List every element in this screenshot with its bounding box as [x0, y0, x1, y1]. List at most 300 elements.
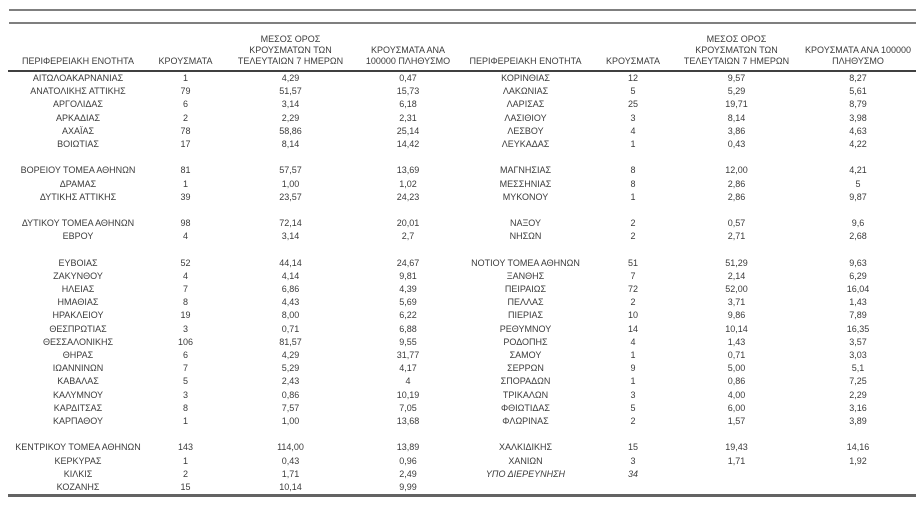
- region-cell: ΕΥΒΟΙΑΣ: [58, 257, 98, 268]
- region-cell: ΚΙΛΚΙΣ: [63, 468, 93, 479]
- table-row: [8, 323, 916, 336]
- per100k-cell: 5: [855, 178, 861, 189]
- cases-cell: 17: [180, 139, 191, 150]
- per100k-cell: 2,31: [399, 112, 417, 123]
- region-cell: ΑΙΤΩΛΟΑΚΑΡΝΑΝΙΑΣ: [32, 73, 124, 84]
- table-row: [8, 428, 916, 441]
- avg7-cell: 1,71: [281, 468, 300, 479]
- cases-cell: 79: [180, 86, 191, 97]
- avg7-cell: 4,14: [281, 270, 300, 281]
- column-header-per100k-right: ΚΡΟΥΣΜΑΤΑ ΑΝΑ 100000 ΠΛΗΘΥΣΜΟ: [800, 26, 916, 71]
- per100k-cell: 7,05: [399, 402, 417, 413]
- cases-cell: 25: [627, 99, 638, 110]
- region-cell: [458, 428, 593, 441]
- cases-cell: 7: [182, 363, 188, 374]
- per100k-cell: 16,35: [846, 323, 870, 334]
- region-cell: [8, 428, 148, 441]
- cases-cell: 1: [182, 455, 188, 466]
- cases-cell: 1: [182, 415, 188, 426]
- table-row: [8, 441, 916, 454]
- cases-cell: 106: [177, 336, 194, 347]
- per100k-cell: 4: [405, 376, 411, 387]
- avg7-cell: 6,00: [727, 402, 746, 413]
- avg7-cell: [673, 481, 800, 496]
- per100k-cell: 0,47: [399, 73, 417, 84]
- region-cell: [8, 243, 148, 256]
- region-cell: ΚΑΡΠΑΘΟΥ: [52, 415, 104, 426]
- avg7-cell: 4,29: [281, 350, 300, 361]
- avg7-cell: 2,29: [281, 112, 300, 123]
- region-cell: ΠΕΙΡΑΙΩΣ: [504, 284, 547, 295]
- cases-cell: 6: [182, 350, 188, 361]
- region-cell: ΗΛΕΙΑΣ: [61, 284, 95, 295]
- regional-cases-table: [8, 26, 916, 497]
- cases-cell: 34: [627, 468, 638, 479]
- cases-cell: [593, 481, 673, 496]
- per100k-cell: [358, 428, 458, 441]
- avg7-cell: [673, 468, 800, 481]
- per100k-cell: 16,04: [846, 284, 870, 295]
- cases-cell: 143: [177, 442, 194, 453]
- region-cell: [458, 204, 593, 217]
- cases-cell: 3: [182, 323, 188, 334]
- region-cell: ΑΡΚΑΔΙΑΣ: [55, 112, 101, 123]
- per100k-cell: [800, 204, 916, 217]
- region-cell: ΧΑΛΚΙΔΙΚΗΣ: [498, 442, 553, 453]
- cases-cell: 98: [180, 218, 191, 229]
- region-cell: ΔΥΤΙΚΗΣ ΑΤΤΙΚΗΣ: [39, 191, 117, 202]
- per100k-cell: 2,68: [849, 231, 867, 242]
- region-cell: ΚΕΡΚΥΡΑΣ: [54, 455, 102, 466]
- table-row: [8, 71, 916, 85]
- cases-cell: 78: [180, 125, 191, 136]
- avg7-cell: 2,14: [727, 270, 746, 281]
- per100k-cell: [800, 151, 916, 164]
- region-cell: ΚΑΛΥΜΝΟΥ: [52, 389, 104, 400]
- cases-cell: 52: [180, 257, 191, 268]
- per100k-cell: 15,73: [396, 86, 420, 97]
- per100k-cell: 8,79: [849, 99, 867, 110]
- cases-cell: 2: [182, 112, 188, 123]
- column-header-avg7-right: ΜΕΣΟΣ ΟΡΟΣ ΚΡΟΥΣΜΑΤΩΝ ΤΩΝ ΤΕΛΕΥΤΑΙΩΝ 7 ΗΜΕΡΩΝ: [673, 26, 800, 71]
- avg7-cell: 44,14: [279, 257, 302, 268]
- cases-cell: 2: [630, 415, 636, 426]
- per100k-cell: 9,6: [851, 218, 865, 229]
- column-header-cases-left: ΚΡΟΥΣΜΑΤΑ: [148, 26, 223, 71]
- region-cell: ΛΕΣΒΟΥ: [507, 125, 544, 136]
- table-row: [8, 257, 916, 270]
- table-row: [8, 125, 916, 138]
- cases-cell: 81: [180, 165, 191, 176]
- region-cell: ΑΡΓΟΛΙΔΑΣ: [53, 99, 103, 110]
- region-cell: ΗΡΑΚΛΕΙΟΥ: [52, 310, 104, 321]
- avg7-cell: [673, 151, 800, 164]
- avg7-cell: 3,14: [281, 99, 300, 110]
- region-cell: ΔΡΑΜΑΣ: [59, 178, 97, 189]
- cases-cell: [148, 204, 223, 217]
- table-row: [8, 178, 916, 191]
- cases-cell: [593, 428, 673, 441]
- cases-cell: 51: [627, 257, 638, 268]
- table-row: [8, 375, 916, 388]
- cases-cell: 1: [630, 191, 636, 202]
- cases-cell: 1: [182, 73, 188, 84]
- cases-cell: 4: [182, 231, 188, 242]
- avg7-cell: 4,29: [281, 73, 300, 84]
- avg7-cell: 3,71: [727, 297, 746, 308]
- avg7-cell: 0,86: [281, 389, 300, 400]
- table-row: [8, 349, 916, 362]
- avg7-cell: 0,43: [281, 455, 300, 466]
- region-cell: [458, 481, 593, 496]
- avg7-cell: 0,86: [727, 376, 746, 387]
- region-cell: ΑΝΑΤΟΛΙΚΗΣ ΑΤΤΙΚΗΣ: [30, 86, 126, 97]
- avg7-cell: 4,43: [281, 297, 300, 308]
- table-row: [8, 468, 916, 481]
- per100k-cell: 7,89: [849, 310, 867, 321]
- region-cell: ΑΧΑΪΑΣ: [61, 125, 95, 136]
- per100k-cell: 9,81: [399, 270, 417, 281]
- region-cell: ΦΘΙΩΤΙΔΑΣ: [501, 402, 550, 413]
- region-cell: ΚΟΖΑΝΗΣ: [8, 481, 148, 496]
- per100k-cell: 2,7: [401, 231, 415, 242]
- table-row: [8, 164, 916, 177]
- per100k-cell: 4,39: [399, 284, 417, 295]
- region-cell: ΘΕΣΣΑΛΟΝΙΚΗΣ: [42, 336, 114, 347]
- table-row: [8, 362, 916, 375]
- avg7-cell: 1,00: [281, 178, 300, 189]
- avg7-cell: [223, 151, 358, 164]
- per100k-cell: 9,87: [849, 191, 867, 202]
- region-cell: ΛΑΡΙΣΑΣ: [506, 99, 545, 110]
- region-cell: [458, 151, 593, 164]
- per100k-cell: 14,16: [846, 442, 870, 453]
- table-row: [8, 98, 916, 111]
- per100k-cell: 13,68: [396, 415, 420, 426]
- cases-cell: 15: [627, 442, 638, 453]
- region-cell: ΛΕΥΚΑΔΑΣ: [501, 139, 550, 150]
- per100k-cell: [358, 243, 458, 256]
- cases-cell: 2: [630, 218, 636, 229]
- column-header-cases-right: ΚΡΟΥΣΜΑΤΑ: [593, 26, 673, 71]
- cases-cell: 5: [630, 86, 636, 97]
- region-cell: ΧΑΝΙΩΝ: [508, 455, 543, 466]
- region-cell: ΣΑΜΟΥ: [509, 350, 542, 361]
- region-cell: ΞΑΝΘΗΣ: [506, 270, 545, 281]
- cases-cell: 19: [180, 310, 191, 321]
- avg7-cell: 81,57: [279, 336, 302, 347]
- table-row: [8, 309, 916, 322]
- avg7-cell: 1,43: [727, 336, 746, 347]
- avg7-cell: 1,00: [281, 415, 300, 426]
- avg7-cell: 8,00: [281, 310, 300, 321]
- per100k-cell: 7,25: [849, 376, 867, 387]
- per100k-cell: 6,29: [849, 270, 867, 281]
- avg7-cell: 23,57: [279, 191, 302, 202]
- region-cell: ΕΒΡΟΥ: [62, 231, 94, 242]
- column-header-avg7-left: ΜΕΣΟΣ ΟΡΟΣ ΚΡΟΥΣΜΑΤΩΝ ΤΩΝ ΤΕΛΕΥΤΑΙΩΝ 7 ΗΜΕΡΩΝ: [223, 26, 358, 71]
- avg7-cell: [223, 428, 358, 441]
- avg7-cell: 0,71: [281, 323, 300, 334]
- region-cell: ΜΥΚΟΝΟΥ: [502, 191, 549, 202]
- per100k-cell: 9,63: [849, 257, 867, 268]
- table-row: [8, 415, 916, 428]
- region-cell: ΘΗΡΑΣ: [62, 350, 94, 361]
- region-cell: [8, 151, 148, 164]
- table-row: [8, 191, 916, 204]
- table-row: [8, 336, 916, 349]
- avg7-cell: [673, 204, 800, 217]
- region-cell: ΛΑΣΙΘΙΟΥ: [504, 112, 547, 123]
- cases-cell: 2: [182, 468, 188, 479]
- per100k-cell: 8,27: [849, 73, 867, 84]
- cases-cell: 9: [630, 363, 636, 374]
- region-cell: ΥΠΟ ΔΙΕΡΕΥΝΗΣΗ: [485, 468, 566, 479]
- region-cell: ΚΟΡΙΝΘΙΑΣ: [501, 73, 550, 84]
- table-row: [8, 454, 916, 467]
- region-cell: [458, 243, 593, 256]
- cases-cell: 3: [182, 389, 188, 400]
- avg7-cell: 10,14: [223, 481, 358, 496]
- region-cell: ΛΑΚΩΝΙΑΣ: [502, 86, 549, 97]
- region-cell: ΝΗΣΩΝ: [509, 231, 542, 242]
- table-row: [8, 243, 916, 256]
- cases-cell: 3: [630, 389, 636, 400]
- column-header-per100k-left: ΚΡΟΥΣΜΑΤΑ ΑΝΑ 100000 ΠΛΗΘΥΣΜΟ: [358, 26, 458, 71]
- avg7-cell: [673, 243, 800, 256]
- per100k-cell: 3,98: [849, 112, 867, 123]
- table-row: [8, 389, 916, 402]
- per100k-cell: [358, 204, 458, 217]
- cases-cell: [148, 428, 223, 441]
- cases-cell: 10: [627, 310, 638, 321]
- cases-cell: 2: [630, 231, 636, 242]
- cases-cell: [148, 243, 223, 256]
- avg7-cell: 10,14: [725, 323, 748, 334]
- region-cell: ΦΛΩΡΙΝΑΣ: [502, 415, 549, 426]
- region-cell: ΤΡΙΚΑΛΩΝ: [502, 389, 549, 400]
- per100k-cell: 3,03: [849, 350, 867, 361]
- cases-cell: 12: [627, 73, 638, 84]
- region-cell: ΡΕΘΥΜΝΟΥ: [499, 323, 552, 334]
- column-header-region-right: ΠΕΡΙΦΕΡΕΙΑΚΗ ΕΝΟΤΗΤΑ: [458, 26, 593, 71]
- cases-cell: 6: [182, 99, 188, 110]
- region-cell: ΡΟΔΟΠΗΣ: [503, 336, 548, 347]
- avg7-cell: 0,57: [727, 218, 746, 229]
- cases-cell: [593, 204, 673, 217]
- avg7-cell: 19,43: [725, 442, 748, 453]
- cases-cell: 39: [180, 191, 191, 202]
- avg7-cell: 8,14: [727, 112, 746, 123]
- cases-cell: 5: [182, 376, 188, 387]
- per100k-cell: 4,21: [849, 165, 867, 176]
- table-header: [8, 26, 916, 71]
- avg7-cell: [223, 243, 358, 256]
- cases-cell: 1: [630, 350, 636, 361]
- table-row: [8, 270, 916, 283]
- top-rule-2: [9, 22, 916, 24]
- cases-cell: 3: [630, 455, 636, 466]
- region-cell: ΔΥΤΙΚΟΥ ΤΟΜΕΑ ΑΘΗΝΩΝ: [21, 218, 135, 229]
- cases-cell: 4: [182, 270, 188, 281]
- avg7-cell: 9,57: [727, 73, 746, 84]
- per100k-cell: 1,43: [849, 297, 867, 308]
- avg7-cell: 5,29: [727, 86, 746, 97]
- cases-cell: 3: [630, 112, 636, 123]
- column-header-region-left: ΠΕΡΙΦΕΡΕΙΑΚΗ ΕΝΟΤΗΤΑ: [8, 26, 148, 71]
- per100k-cell: [358, 151, 458, 164]
- region-cell: ΜΑΓΝΗΣΙΑΣ: [499, 165, 552, 176]
- avg7-cell: 9,86: [727, 310, 746, 321]
- avg7-cell: 3,86: [727, 125, 746, 136]
- per100k-cell: 2,49: [399, 468, 417, 479]
- region-cell: ΗΜΑΘΙΑΣ: [57, 297, 99, 308]
- region-cell: ΒΟΙΩΤΙΑΣ: [57, 139, 99, 150]
- per100k-cell: 24,23: [396, 191, 420, 202]
- avg7-cell: 2,86: [727, 178, 746, 189]
- per100k-cell: 24,67: [396, 257, 420, 268]
- cases-cell: 5: [630, 402, 636, 413]
- cases-cell: 72: [627, 284, 638, 295]
- cases-cell: [148, 151, 223, 164]
- cases-cell: [593, 243, 673, 256]
- avg7-cell: [223, 204, 358, 217]
- per100k-cell: 31,77: [396, 350, 420, 361]
- region-cell: ΚΑΡΔΙΤΣΑΣ: [53, 402, 103, 413]
- avg7-cell: 6,86: [281, 284, 300, 295]
- per100k-cell: 5,1: [851, 363, 865, 374]
- avg7-cell: 12,00: [725, 165, 748, 176]
- table-row: [8, 283, 916, 296]
- cases-cell: 1: [630, 139, 636, 150]
- per100k-cell: 13,69: [396, 165, 420, 176]
- avg7-cell: 7,57: [281, 402, 300, 413]
- per100k-cell: [800, 428, 916, 441]
- region-cell: ΜΕΣΣΗΝΙΑΣ: [499, 178, 552, 189]
- table-row: [8, 204, 916, 217]
- region-cell: ΣΠΟΡΑΔΩΝ: [500, 376, 551, 387]
- per100k-cell: 4,17: [399, 363, 417, 374]
- avg7-cell: 72,14: [279, 218, 302, 229]
- per100k-cell: 1,02: [399, 178, 417, 189]
- cases-cell: 4: [630, 336, 636, 347]
- cases-cell: 7: [630, 270, 636, 281]
- avg7-cell: 1,71: [727, 455, 746, 466]
- per100k-cell: [800, 481, 916, 496]
- per100k-cell: 0,96: [399, 455, 417, 466]
- per100k-cell: 20,01: [396, 218, 420, 229]
- per100k-cell: 3,89: [849, 415, 867, 426]
- cases-cell: 4: [630, 125, 636, 136]
- avg7-cell: 1,57: [727, 415, 746, 426]
- per100k-cell: 4,63: [849, 125, 867, 136]
- per100k-cell: 14,42: [396, 139, 420, 150]
- table-row: [8, 230, 916, 243]
- per100k-cell: 5,61: [849, 86, 867, 97]
- region-cell: ΘΕΣΠΡΩΤΙΑΣ: [49, 323, 107, 334]
- avg7-cell: 0,43: [727, 139, 746, 150]
- region-cell: ΝΑΞΟΥ: [509, 218, 542, 229]
- per100k-cell: 13,89: [396, 442, 420, 453]
- region-cell: ΠΙΕΡΙΑΣ: [507, 310, 544, 321]
- per100k-cell: 25,14: [396, 125, 420, 136]
- table-row: [8, 85, 916, 98]
- region-cell: ΙΩΑΝΝΙΝΩΝ: [52, 363, 104, 374]
- per100k-cell: 6,18: [399, 99, 417, 110]
- header-row: [8, 26, 916, 71]
- cases-cell: 8: [630, 165, 636, 176]
- cases-cell: 2: [630, 297, 636, 308]
- per100k-cell: 9,55: [399, 336, 417, 347]
- table-row: [8, 112, 916, 125]
- per100k-cell: 10,19: [396, 389, 420, 400]
- avg7-cell: 2,86: [727, 191, 746, 202]
- per100k-cell: [800, 243, 916, 256]
- region-cell: ΝΟΤΙΟΥ ΤΟΜΕΑ ΑΘΗΝΩΝ: [471, 257, 580, 268]
- cases-cell: 1: [182, 178, 188, 189]
- cases-cell: 8: [630, 178, 636, 189]
- cases-cell: 14: [627, 323, 638, 334]
- avg7-cell: 2,71: [727, 231, 746, 242]
- cases-cell: 15: [148, 481, 223, 496]
- per100k-cell: [800, 468, 916, 481]
- avg7-cell: 57,57: [279, 165, 302, 176]
- avg7-cell: 58,86: [279, 125, 302, 136]
- per100k-cell: 9,99: [358, 481, 458, 496]
- avg7-cell: 8,14: [281, 139, 300, 150]
- region-cell: ΣΕΡΡΩΝ: [507, 363, 544, 374]
- avg7-cell: 51,29: [725, 257, 748, 268]
- avg7-cell: 51,57: [279, 86, 302, 97]
- avg7-cell: 5,00: [727, 363, 746, 374]
- avg7-cell: 3,14: [281, 231, 300, 242]
- table-row: [8, 138, 916, 151]
- top-rule-1: [9, 9, 916, 11]
- cases-cell: 8: [182, 402, 188, 413]
- table-row: [8, 296, 916, 309]
- per100k-cell: 3,57: [849, 336, 867, 347]
- avg7-cell: 19,71: [725, 99, 748, 110]
- table-row: [8, 151, 916, 164]
- table-row: [8, 217, 916, 230]
- per100k-cell: 5,69: [399, 297, 417, 308]
- avg7-cell: 0,71: [727, 350, 746, 361]
- per100k-cell: 3,16: [849, 402, 867, 413]
- avg7-cell: 52,00: [725, 284, 748, 295]
- table-row: [8, 481, 916, 496]
- cases-cell: [593, 151, 673, 164]
- per100k-cell: 4,22: [849, 139, 867, 150]
- per100k-cell: 2,29: [849, 389, 867, 400]
- region-cell: ΒΟΡΕΙΟΥ ΤΟΜΕΑ ΑΘΗΝΩΝ: [20, 165, 136, 176]
- per100k-cell: 6,22: [399, 310, 417, 321]
- avg7-cell: 4,00: [727, 389, 746, 400]
- table-body: [8, 71, 916, 496]
- avg7-cell: 2,43: [281, 376, 300, 387]
- per100k-cell: 1,92: [849, 455, 867, 466]
- region-cell: ΠΕΛΛΑΣ: [507, 297, 544, 308]
- region-cell: ΚΑΒΑΛΑΣ: [57, 376, 99, 387]
- cases-cell: 7: [182, 284, 188, 295]
- region-cell: ΚΕΝΤΡΙΚΟΥ ΤΟΜΕΑ ΑΘΗΝΩΝ: [15, 442, 141, 453]
- table-row: [8, 402, 916, 415]
- region-cell: ΖΑΚΥΝΘΟΥ: [53, 270, 103, 281]
- avg7-cell: 5,29: [281, 363, 300, 374]
- cases-cell: 1: [630, 376, 636, 387]
- region-cell: [8, 204, 148, 217]
- cases-cell: 8: [182, 297, 188, 308]
- per100k-cell: 6,88: [399, 323, 417, 334]
